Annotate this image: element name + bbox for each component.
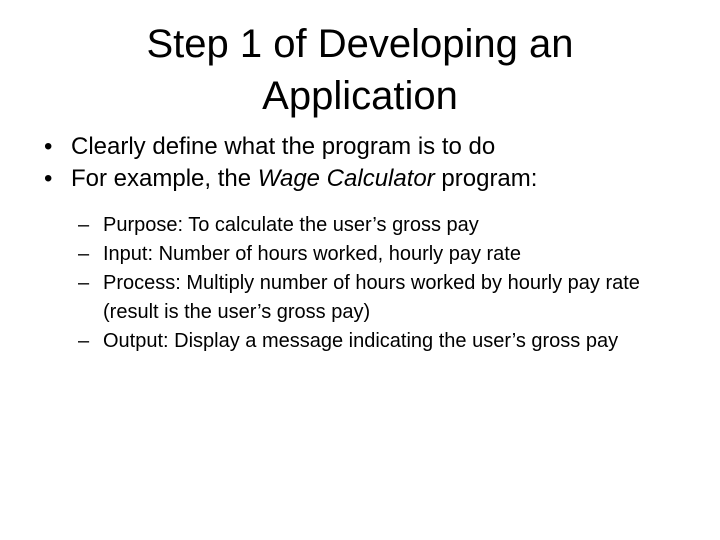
bullet-marker: • <box>44 165 53 192</box>
dash-marker: – <box>78 243 90 265</box>
program-name: Wage Calculator <box>257 165 435 192</box>
bullet-marker: • <box>44 133 53 160</box>
sub-bullet-text: Input: Number of hours worked, hourly pay rate <box>103 243 521 265</box>
sub-bullet-text: Purpose: To calculate the user’s gross pay <box>103 214 479 236</box>
dash-marker: – <box>78 214 90 236</box>
slide-title <box>60 18 660 122</box>
dash-marker: – <box>78 330 90 352</box>
dash-marker: – <box>78 272 90 294</box>
sub-bullet-text: Process: Multiply number of hours worked by hourly pay rate (result is the user’s gross pay) <box>103 272 640 323</box>
title-line-1: Step 1 of Developing an <box>146 22 574 66</box>
sub-bullet-text: Output: Display a message indicating the user’s gross pay <box>103 330 619 352</box>
bullet-item-define-program <box>44 131 704 163</box>
bullet-item-example <box>44 163 704 195</box>
sub-bullet-process <box>78 269 688 327</box>
bullet-text-prefix: For example, the <box>71 165 258 192</box>
sub-bullet-list <box>78 211 688 356</box>
bullet-text-suffix: program: <box>434 165 538 192</box>
bullet-text: Clearly define what the program is to do <box>71 133 496 160</box>
sub-bullet-purpose <box>78 211 688 240</box>
sub-bullet-output <box>78 327 688 356</box>
bullet-list <box>44 131 704 195</box>
sub-bullet-input <box>78 240 688 269</box>
title-line-2: Application <box>262 74 458 118</box>
